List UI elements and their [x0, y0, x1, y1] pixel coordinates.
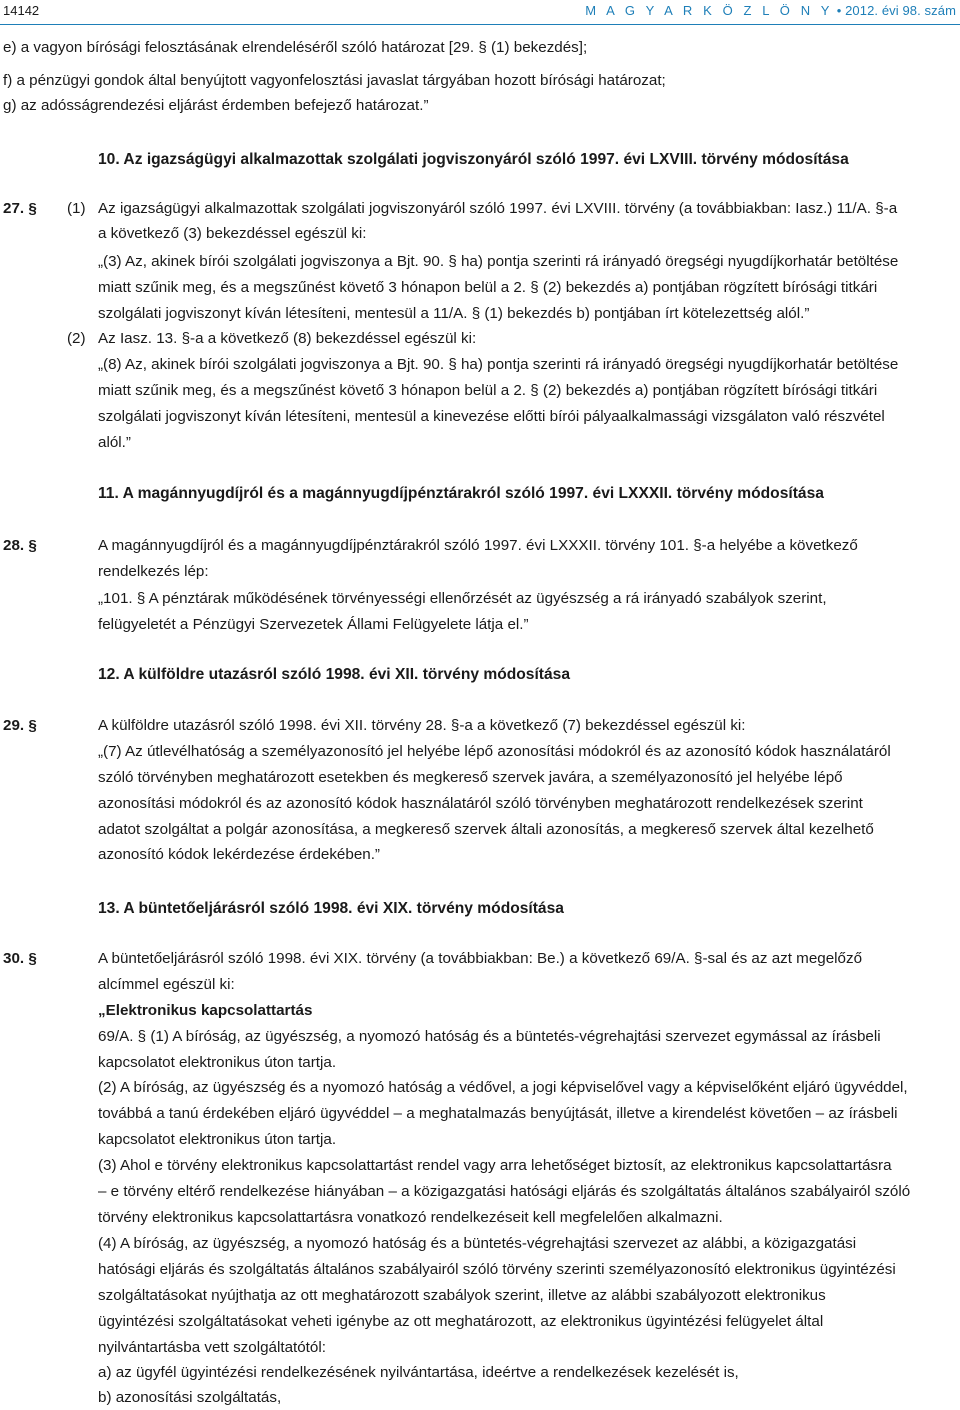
header-rule [0, 24, 960, 25]
text-line: „101. § A pénztárak működésének törvényességi ellenőrzését az ügyészség a rá irányadó szabályok szerint, [98, 590, 827, 607]
text-line: „(7) Az útlevélhatóság a személyazonosító jel helyébe lépő azonosítási módokról és az azonosító kódok használatáról [98, 743, 891, 760]
text-line: törvény elektronikus kapcsolattartásra vonatkozó rendelkezéseit kell megfelelően alkalmazni. [98, 1209, 723, 1226]
subsection-number: (2) [67, 330, 86, 347]
section-heading: 11. A magánnyugdíjról és a magánnyugdíjpénztárakról szóló 1997. évi LXXXII. törvény módosítása [98, 485, 824, 502]
section-heading: 13. A büntetőeljárásról szóló 1998. évi XIX. törvény módosítása [98, 900, 564, 917]
text-line: szolgálati jogviszonyt kíván létesíteni, mentesül a 11/A. § (1) bekezdés b) pontjában írt kötelezettség alól.” [98, 305, 810, 322]
text-line: nyilvántartásba vett szolgáltatótól: [98, 1339, 326, 1356]
text-line: szolgálati jogviszonyt kíván létesíteni, mentesül a kinevezése előtti bírói pályaalkalmassági vizsgálaton való részvétel [98, 408, 885, 425]
text-line: (3) Ahol e törvény elektronikus kapcsolattartást rendel vagy arra lehetőséget biztosít, az elektronikus kapcsolattartásra [98, 1157, 892, 1174]
text-line: alól.” [98, 434, 131, 451]
text-line: b) azonosítási szolgáltatás, [98, 1389, 282, 1406]
text-line: (4) A bíróság, az ügyészség, a nyomozó hatóság és a büntetés-végrehajtási szervezet az alábbi, a közigazgatási [98, 1235, 857, 1252]
intro-line: f) a pénzügyi gondok által benyújtott vagyonfelosztási javaslat tárgyában hozott bírósági határozat; [3, 72, 666, 89]
journal-title [585, 3, 960, 18]
text-line: „(3) Az, akinek bírói szolgálati jogviszonya a Bjt. 90. § ha) pontja szerinti rá irányadó öregségi nyugdíjkorhatár betöltése [98, 253, 899, 270]
journal-name: M A G Y A R K Ö Z L Ö N Y [585, 3, 833, 18]
text-line: szóló törvényben meghatározott esetekben és megkereső szervek javára, a személyazonosító jel helyébe lépő [98, 769, 843, 786]
paragraph-number: 29. § [3, 717, 37, 734]
text-line: ügyintézési szolgáltatásokat veheti igénybe az ott meghatározott, az elektronikus ügyintézési felügyelet által [98, 1313, 824, 1330]
text-line: kapcsolatot elektronikus úton tartja. [98, 1131, 337, 1148]
text-line: hatósági eljárás és szolgáltatás általános szabályairól szóló törvény szerinti személyazonosító elektronikus ügyintézési [98, 1261, 896, 1278]
text-line: Az Iasz. 13. §-a a következő (8) bekezdéssel egészül ki: [98, 330, 477, 347]
text-line: (2) A bíróság, az ügyészség és a nyomozó hatóság a védővel, a jogi képviselővel vagy a képviselőként eljáró ügyvéddel, [98, 1079, 908, 1096]
text-line: a) az ügyfél ügyintézési rendelkezésének nyilvántartása, ideértve a rendelkezések kezelését is, [98, 1364, 739, 1381]
text-line: A magánnyugdíjról és a magánnyugdíjpénztárakról szóló 1997. évi LXXXII. törvény 101. §-a helyébe a következő [98, 537, 858, 554]
text-line: A külföldre utazásról szóló 1998. évi XII. törvény 28. §-a a következő (7) bekezdéssel egészül ki: [98, 717, 746, 734]
issue-label: 2012. évi 98. szám [845, 3, 956, 18]
text-line: „(8) Az, akinek bírói szolgálati jogviszonya a Bjt. 90. § ha) pontja szerinti rá irányadó öregségi nyugdíjkorhatár betöltése [98, 356, 899, 373]
text-line: a következő (3) bekezdéssel egészül ki: [98, 225, 367, 242]
text-line: miatt szűnik meg, és a megszűnést követő 3 hónapon belül a 2. § (2) bekezdés a) pontjában rögzített bírósági titkári [98, 382, 878, 399]
paragraph-number: 27. § [3, 200, 37, 217]
text-line: A büntetőeljárásról szóló 1998. évi XIX. törvény (a továbbiakban: Be.) a következő 69/A. §-sal és az azt megelőző [98, 950, 863, 967]
text-line: kapcsolatot elektronikus úton tartja. [98, 1054, 337, 1071]
paragraph-number: 30. § [3, 950, 37, 967]
paragraph-number: 28. § [3, 537, 37, 554]
text-line: felügyeletét a Pénzügyi Szervezetek Állami Felügyelete látja el.” [98, 616, 529, 633]
subsection-number: (1) [67, 200, 86, 217]
text-line: miatt szűnik meg, és a megszűnést követő 3 hónapon belül a 2. § (2) bekezdés a) pontjában rögzített bírósági titkári [98, 279, 878, 296]
text-line: – e törvény eltérő rendelkezése hiányában – a közigazgatási hatósági eljárás és szolgáltatás általános szabályairól szóló [98, 1183, 911, 1200]
text-line: 69/A. § (1) A bíróság, az ügyészség, a nyomozó hatóság és a büntetés-végrehajtási szervezet egymással az írásbeli [98, 1028, 881, 1045]
text-line: továbbá a tanú érdekében eljáró ügyvéddel – a meghatalmazás benyújtását, illetve a kirendelést követően – az írásbeli [98, 1105, 898, 1122]
intro-line: e) a vagyon bírósági felosztásának elrendeléséről szóló határozat [29. § (1) bekezdés]; [3, 39, 588, 56]
text-line: adatot szolgáltat a polgár azonosítása, a megkereső szervek általi azonosítás, a megkereső szervek által kezelhető [98, 821, 874, 838]
running-header [0, 0, 960, 21]
page-number: 14142 [3, 3, 40, 18]
section-heading: 12. A külföldre utazásról szóló 1998. évi XII. törvény módosítása [98, 666, 571, 683]
bullet-separator: • [836, 3, 842, 18]
text-line: rendelkezés lép: [98, 563, 209, 580]
intro-line: g) az adósságrendezési eljárást érdemben befejező határozat.” [3, 97, 429, 114]
text-line: Az igazságügyi alkalmazottak szolgálati jogviszonyáról szóló 1997. évi LXVIII. törvény (a továbbiakban: Iasz.) 11/A. §-a [98, 200, 898, 217]
text-line: azonosító kódok lekérdezése érdekében.” [98, 846, 380, 863]
text-line: alcímmel egészül ki: [98, 976, 235, 993]
section-heading: 10. Az igazságügyi alkalmazottak szolgálati jogviszonyáról szóló 1997. évi LXVIII. törvény módosítása [98, 151, 849, 168]
subtitle: „Elektronikus kapcsolattartás [98, 1002, 313, 1019]
text-line: azonosítási módokról és az azonosító kódok használatáról szóló törvényben meghatározott rendelkezések szerint [98, 795, 863, 812]
text-line: szolgáltatásokat nyújthatja az ott meghatározott szabályok szerint, illetve az alábbi szabályozott elektronikus [98, 1287, 826, 1304]
